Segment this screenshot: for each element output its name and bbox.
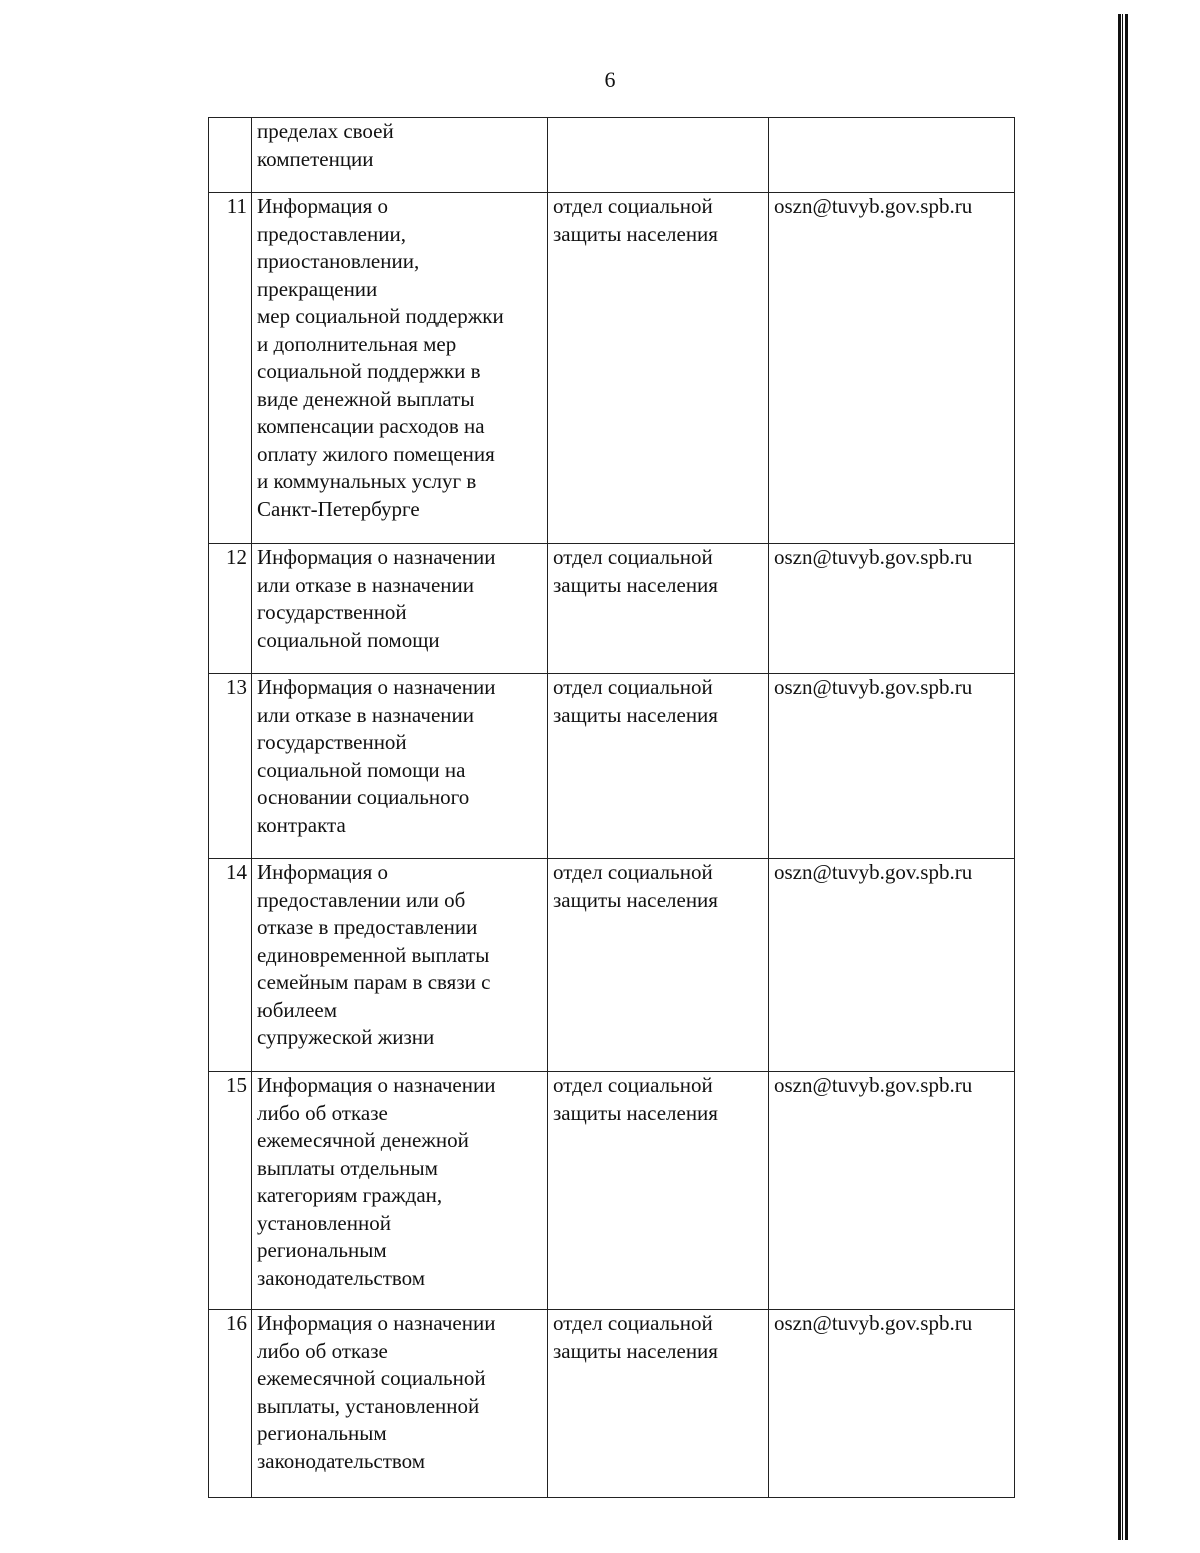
info-description: Информация о предоставлении или об отказе в предоставлении единовременной выплаты семейным парам в связи с юбилеем супружеской жизни — [252, 859, 548, 1072]
table-row — [209, 1310, 1015, 1498]
department-cell: отдел социальной защиты населения — [548, 1072, 769, 1310]
email-cell: oszn@tuvyb.gov.spb.ru — [769, 544, 1015, 674]
table-row — [209, 193, 1015, 544]
email-cell: oszn@tuvyb.gov.spb.ru — [769, 859, 1015, 1072]
department-cell: отдел социальной защиты населения — [548, 1310, 769, 1498]
info-description: Информация о назначении либо об отказе ежемесячной социальной выплаты, установленной региональным законодательством — [252, 1310, 548, 1498]
department-cell: отдел социальной защиты населения — [548, 544, 769, 674]
department-cell — [548, 118, 769, 193]
email-cell: oszn@tuvyb.gov.spb.ru — [769, 1072, 1015, 1310]
email-cell: oszn@tuvyb.gov.spb.ru — [769, 674, 1015, 859]
info-description: Информация о предоставлении, приостановлении, прекращении мер социальной поддержки и дополнительная мер социальной поддержки в виде денежной выплаты компенсации расходов на оплату жилого помещения и коммунальных услуг в Санкт-Петербурге — [252, 193, 548, 544]
row-number: 15 — [209, 1072, 252, 1310]
table-row — [209, 859, 1015, 1072]
department-cell: отдел социальной защиты населения — [548, 193, 769, 544]
page-edge-bar — [1118, 14, 1128, 1540]
info-description: пределах своей компетенции — [252, 118, 548, 193]
department-cell: отдел социальной защиты населения — [548, 674, 769, 859]
table-row — [209, 1072, 1015, 1310]
email-cell — [769, 118, 1015, 193]
info-table — [208, 117, 1015, 1498]
info-description: Информация о назначении либо об отказе ежемесячной денежной выплаты отдельным категориям граждан, установленной региональным законодательством — [252, 1072, 548, 1310]
email-cell: oszn@tuvyb.gov.spb.ru — [769, 1310, 1015, 1498]
table-row — [209, 544, 1015, 674]
page-number: 6 — [604, 67, 616, 92]
row-number: 13 — [209, 674, 252, 859]
row-number — [209, 118, 252, 193]
info-description: Информация о назначении или отказе в назначении государственной социальной помощи — [252, 544, 548, 674]
row-number: 11 — [209, 193, 252, 544]
row-number: 12 — [209, 544, 252, 674]
table-row — [209, 118, 1015, 193]
info-description: Информация о назначении или отказе в назначении государственной социальной помощи на основании социального контракта — [252, 674, 548, 859]
email-cell: oszn@tuvyb.gov.spb.ru — [769, 193, 1015, 544]
row-number: 16 — [209, 1310, 252, 1498]
table-row — [209, 674, 1015, 859]
row-number: 14 — [209, 859, 252, 1072]
department-cell: отдел социальной защиты населения — [548, 859, 769, 1072]
